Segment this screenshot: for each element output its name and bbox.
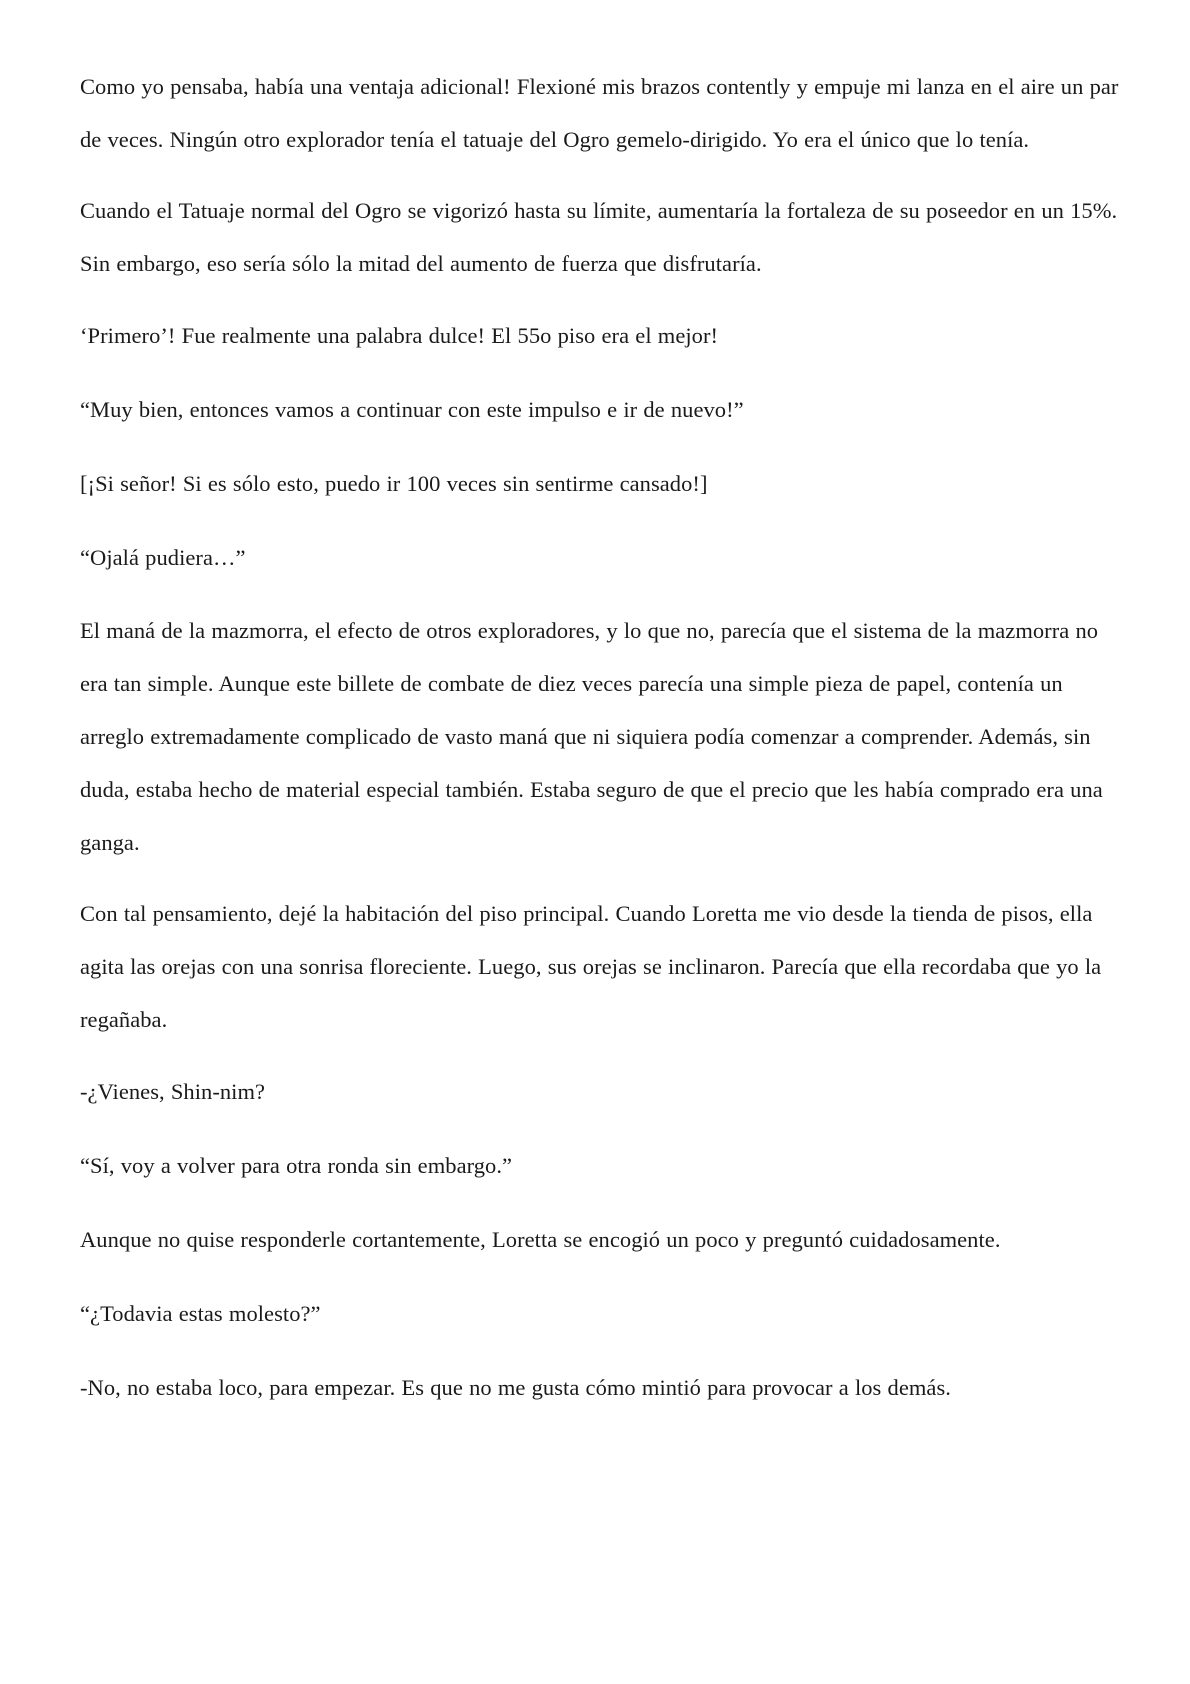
document-page bbox=[80, 60, 1120, 1416]
paragraph-8: Con tal pensamiento, dejé la habitación del piso principal. Cuando Loretta me vio desde la tienda de pisos, ella agita las orejas con una sonrisa floreciente. Luego, sus orejas se inclinaron. Parecía que ella recordaba que yo la regañaba. bbox=[80, 901, 1102, 1032]
paragraph-12: “¿Todavia estas molesto?” bbox=[80, 1301, 321, 1326]
paragraph-11: Aunque no quise responderle cortantemente, Loretta se encogió un poco y preguntó cuidadosamente. bbox=[80, 1227, 1001, 1252]
paragraph-1: Como yo pensaba, había una ventaja adicional! Flexioné mis brazos contently y empuje mi lanza en el aire un par de veces. Ningún otro explorador tenía el tatuaje del Ogro gemelo-dirigido. Yo era el único que lo tenía. bbox=[80, 74, 1119, 152]
paragraph-7: El maná de la mazmorra, el efecto de otros exploradores, y lo que no, parecía que el sistema de la mazmorra no era tan simple. Aunque este billete de combate de diez veces parecía una simple pieza de papel, contenía un arreglo extremadamente complicado de vasto maná que ni siquiera podía comenzar a comprender. Además, sin duda, estaba hecho de material especial también. Estaba seguro de que el precio que les había comprado era una ganga. bbox=[80, 618, 1103, 855]
paragraph-4: “Muy bien, entonces vamos a continuar con este impulso e ir de nuevo!” bbox=[80, 397, 744, 422]
paragraph-6: “Ojalá pudiera…” bbox=[80, 545, 246, 570]
paragraph-5: [¡Si señor! Si es sólo esto, puedo ir 100 veces sin sentirme cansado!] bbox=[80, 471, 708, 496]
paragraph-3: ‘Primero’! Fue realmente una palabra dulce! El 55o piso era el mejor! bbox=[80, 323, 719, 348]
paragraph-13: -No, no estaba loco, para empezar. Es que no me gusta cómo mintió para provocar a los demás. bbox=[80, 1375, 951, 1400]
paragraph-10: “Sí, voy a volver para otra ronda sin embargo.” bbox=[80, 1153, 513, 1178]
paragraph-9: -¿Vienes, Shin-nim? bbox=[80, 1079, 266, 1104]
paragraph-2: Cuando el Tatuaje normal del Ogro se vigorizó hasta su límite, aumentaría la fortaleza de su poseedor en un 15%. Sin embargo, eso sería sólo la mitad del aumento de fuerza que disfrutaría. bbox=[80, 198, 1118, 276]
